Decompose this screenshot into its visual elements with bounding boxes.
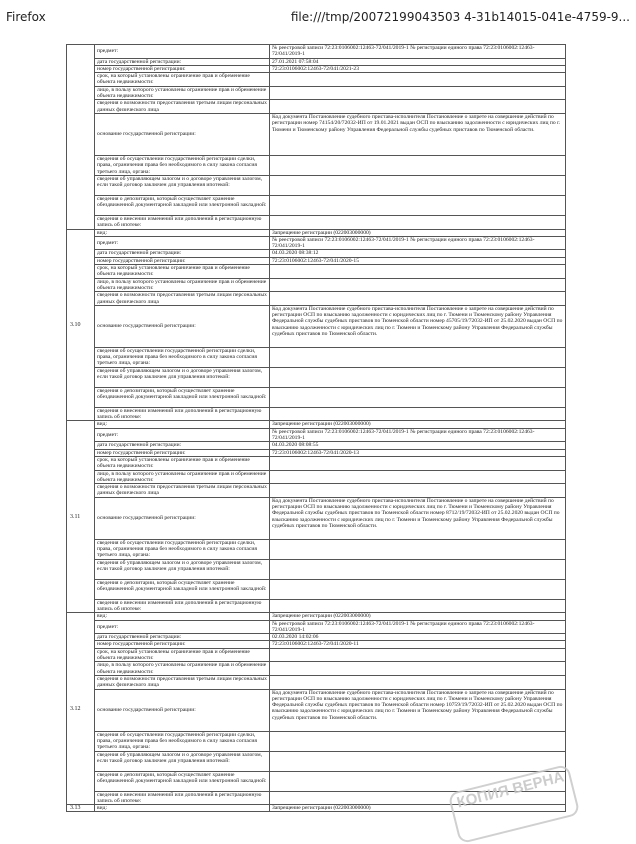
field-value bbox=[270, 347, 566, 367]
record-row bbox=[67, 641, 566, 648]
record-row bbox=[67, 675, 566, 689]
field-label: сведения о возможности предоставления третьим лицам персональных данных физического лица bbox=[95, 100, 270, 114]
field-label: сведения об управляющем залогом и о договоре управления залогом, если такой договор заключен для управления ипотекой: bbox=[95, 751, 270, 771]
field-label: дата государственной регистрации: bbox=[95, 442, 270, 449]
field-label: лицо, в пользу которого установлены ограничение прав и обременение объекта недвижимости: bbox=[95, 470, 270, 484]
record-row bbox=[67, 278, 566, 292]
field-value bbox=[270, 675, 566, 689]
field-label: сведения о депозитарии, который осуществляет хранение обездвиженной документарной закладной или электронной закладной: bbox=[95, 579, 270, 599]
field-value bbox=[270, 155, 566, 175]
record-row bbox=[67, 58, 566, 65]
field-label: сведения об осуществлении государственной регистрации сделки, права, ограничения права без необходимого в силу закона согласия третьего лица, органа: bbox=[95, 539, 270, 559]
field-label: сведения о возможности предоставления третьим лицам персональных данных физического лица bbox=[95, 292, 270, 306]
field-value: 27.01.2021 07:58:04 bbox=[270, 58, 566, 65]
field-label: номер государственной регистрации: bbox=[95, 641, 270, 648]
record-row bbox=[67, 648, 566, 662]
field-label: предмет: bbox=[95, 236, 270, 250]
record-row bbox=[67, 113, 566, 155]
field-value: Запрещение регистрации (022003000000) bbox=[270, 805, 566, 812]
field-value: Код документа Постановление судебного пристава-исполнителя Постановление о запрете на совершение действий по регистрации ОСП по взысканию задолженности с юридических лиц по г. Тюмени и Тюменскому району Управления Федеральной службы судебных приставов по Тюменской области номер 45705/19/72032-ИП от 25.02.2020 выдан ОСП по взысканию задолженности с юридических лиц по г. Тюмени и Тюменскому району Управления Федеральной службы судебных приставов по Тюменской области. bbox=[270, 305, 566, 347]
field-value bbox=[270, 407, 566, 421]
record-row bbox=[67, 347, 566, 367]
record-row bbox=[67, 229, 566, 236]
field-label: лицо, в пользу которого установлены ограничение прав и обременение объекта недвижимости: bbox=[95, 86, 270, 100]
field-label: срок, на который установлены ограничение прав и обременение объекта недвижимости: bbox=[95, 73, 270, 87]
document-page bbox=[66, 44, 566, 812]
field-value bbox=[270, 175, 566, 195]
copy-stamp: КОПИЯ ВЕРНА bbox=[448, 764, 581, 844]
record-number: 3.10 bbox=[67, 229, 95, 421]
field-label: предмет: bbox=[95, 620, 270, 634]
field-value bbox=[270, 559, 566, 579]
field-value: № реестровой записи 72:23:0106002:12463-72/041/2019-1 № регистрации единого права 72:23:0106002:12463-72/041/2019-1 bbox=[270, 45, 566, 59]
record-row bbox=[67, 662, 566, 676]
field-label: вид: bbox=[95, 613, 270, 620]
field-label: предмет: bbox=[95, 428, 270, 442]
field-label: вид: bbox=[95, 229, 270, 236]
record-row bbox=[67, 456, 566, 470]
field-value: 02.03.2020 14:02:06 bbox=[270, 634, 566, 641]
record-row bbox=[67, 250, 566, 257]
record-row bbox=[67, 428, 566, 442]
record-row bbox=[67, 215, 566, 229]
record-row bbox=[67, 236, 566, 250]
field-value: Код документа Постановление судебного пристава-исполнителя Постановление о запрете на совершение действий по регистрации ОСП по взысканию задолженности с юридических лиц по г. Тюмени и Тюменскому району Управления Федеральной службы судебных приставов по Тюменской области номер 10759/19/72032-ИП от 25.02.2020 выдан ОСП по взысканию задолженности с юридических лиц по г. Тюмени и Тюменскому району Управления Федеральной службы судебных приставов по Тюменской области. bbox=[270, 689, 566, 731]
field-label: основание государственной регистрации: bbox=[95, 497, 270, 539]
field-label: основание государственной регистрации: bbox=[95, 305, 270, 347]
field-label: срок, на который установлены ограничение прав и обременение объекта недвижимости: bbox=[95, 648, 270, 662]
field-label: сведения о внесении изменений или дополнений в регистрационную запись об ипотеке: bbox=[95, 407, 270, 421]
record-row bbox=[67, 305, 566, 347]
field-value: Запрещение регистрации (022003000000) bbox=[270, 229, 566, 236]
field-value: 72:23:0106002:12463-72/041/2021-23 bbox=[270, 65, 566, 72]
record-row bbox=[67, 484, 566, 498]
field-value bbox=[270, 662, 566, 676]
field-label: сведения о депозитарии, который осуществляет хранение обездвиженной документарной закладной или электронной закладной: bbox=[95, 387, 270, 407]
record-row bbox=[67, 620, 566, 634]
field-label: сведения о возможности предоставления третьим лицам персональных данных физического лица bbox=[95, 484, 270, 498]
field-label: сведения об управляющем залогом и о договоре управления залогом, если такой договор заключен для управления ипотекой: bbox=[95, 175, 270, 195]
field-value bbox=[270, 215, 566, 229]
field-label: сведения о возможности предоставления третьим лицам персональных данных физического лица bbox=[95, 675, 270, 689]
field-label: сведения об управляющем залогом и о договоре управления залогом, если такой договор заключен для управления ипотекой: bbox=[95, 559, 270, 579]
record-row bbox=[67, 599, 566, 613]
record-row bbox=[67, 73, 566, 87]
field-value: 72:23:0106002:12463-72/041/2020-13 bbox=[270, 449, 566, 456]
field-label: лицо, в пользу которого установлены ограничение прав и обременение объекта недвижимости: bbox=[95, 662, 270, 676]
field-label: лицо, в пользу которого установлены ограничение прав и обременение объекта недвижимости: bbox=[95, 278, 270, 292]
field-label: предмет: bbox=[95, 45, 270, 59]
record-row bbox=[67, 539, 566, 559]
field-value: 72:23:0106002:12463-72/041/2020-15 bbox=[270, 257, 566, 264]
field-label: сведения о депозитарии, который осуществляет хранение обездвиженной документарной закладной или электронной закладной: bbox=[95, 195, 270, 215]
field-value: Запрещение регистрации (022003000000) bbox=[270, 613, 566, 620]
field-value bbox=[270, 195, 566, 215]
field-label: вид: bbox=[95, 805, 270, 812]
field-label: вид: bbox=[95, 421, 270, 428]
field-value bbox=[270, 648, 566, 662]
record-row bbox=[67, 257, 566, 264]
field-value bbox=[270, 278, 566, 292]
field-label: срок, на который установлены ограничение прав и обременение объекта недвижимости: bbox=[95, 265, 270, 279]
record-row bbox=[67, 45, 566, 59]
record-row bbox=[67, 367, 566, 387]
record-row bbox=[67, 65, 566, 72]
record-row bbox=[67, 155, 566, 175]
field-value: Запрещение регистрации (022003000000) bbox=[270, 421, 566, 428]
record-row bbox=[67, 175, 566, 195]
field-label: номер государственной регистрации: bbox=[95, 65, 270, 72]
record-row bbox=[67, 442, 566, 449]
field-value: 04.03.2020 08:38:12 bbox=[270, 250, 566, 257]
field-value: № реестровой записи 72:23:0106002:12463-72/041/2019-1 № регистрации единого права 72:23:0106002:12463-72/041/2019-1 bbox=[270, 236, 566, 250]
field-value bbox=[270, 599, 566, 613]
field-value: Код документа Постановление судебного пристава-исполнителя Постановление о запрете на совершение действий по регистрации номер 74154/20/72032-ИП от 19.01.2021 выдан ОСП по взысканию задолженности с юридических лиц по г. Тюмени и Тюменскому району Управления Федеральной службы судебных приставов по Тюменской области. bbox=[270, 113, 566, 155]
field-value: Код документа Постановление судебного пристава-исполнителя Постановление о запрете на совершение действий по регистрации ОСП по взысканию задолженности с юридических лиц по г. Тюмени и Тюменскому району Управления Федеральной службы судебных приставов по Тюменской области номер 8712/19/72032-ИП от 25.02.2020 выдан ОСП по взысканию задолженности с юридических лиц по г. Тюмени и Тюменскому району Управления Федеральной службы судебных приставов по Тюменской области. bbox=[270, 497, 566, 539]
record-number: 3.12 bbox=[67, 613, 95, 805]
field-label: дата государственной регистрации: bbox=[95, 58, 270, 65]
field-label: сведения об осуществлении государственной регистрации сделки, права, ограничения права без необходимого в силу закона согласия третьего лица, органа: bbox=[95, 155, 270, 175]
field-label: номер государственной регистрации: bbox=[95, 449, 270, 456]
field-value bbox=[270, 456, 566, 470]
field-value: № реестровой записи 72:23:0106002:12463-72/041/2019-1 № регистрации единого права 72:23:0106002:12463-72/041/2019-1 bbox=[270, 620, 566, 634]
record-row bbox=[67, 387, 566, 407]
field-value bbox=[270, 387, 566, 407]
field-value bbox=[270, 265, 566, 279]
app-name: Firefox bbox=[6, 10, 46, 24]
record-row bbox=[67, 634, 566, 641]
field-label: дата государственной регистрации: bbox=[95, 250, 270, 257]
field-value bbox=[270, 470, 566, 484]
field-value bbox=[270, 484, 566, 498]
record-row bbox=[67, 613, 566, 620]
record-row bbox=[67, 470, 566, 484]
field-value bbox=[270, 731, 566, 751]
record-row bbox=[67, 195, 566, 215]
field-label: сведения об осуществлении государственной регистрации сделки, права, ограничения права без необходимого в силу закона согласия третьего лица, органа: bbox=[95, 347, 270, 367]
field-value bbox=[270, 539, 566, 559]
record-number: 3.13 bbox=[67, 805, 95, 812]
field-value bbox=[270, 73, 566, 87]
field-value bbox=[270, 579, 566, 599]
field-label: дата государственной регистрации: bbox=[95, 634, 270, 641]
field-value bbox=[270, 751, 566, 771]
record-row bbox=[67, 449, 566, 456]
field-label: основание государственной регистрации: bbox=[95, 689, 270, 731]
field-value bbox=[270, 86, 566, 100]
field-label: сведения о внесении изменений или дополнений в регистрационную запись об ипотеке: bbox=[95, 215, 270, 229]
record-row bbox=[67, 407, 566, 421]
record-number: 3.11 bbox=[67, 421, 95, 613]
browser-title-bar bbox=[0, 0, 636, 34]
record-row bbox=[67, 265, 566, 279]
field-value: 72:23:0106002:12463-72/041/2020-11 bbox=[270, 641, 566, 648]
record-row bbox=[67, 751, 566, 771]
record-row bbox=[67, 559, 566, 579]
record-row bbox=[67, 579, 566, 599]
record-row bbox=[67, 689, 566, 731]
field-value bbox=[270, 367, 566, 387]
record-number bbox=[67, 45, 95, 230]
field-value bbox=[270, 100, 566, 114]
field-label: срок, на который установлены ограничение прав и обременение объекта недвижимости: bbox=[95, 456, 270, 470]
field-label: сведения об осуществлении государственной регистрации сделки, права, ограничения права без необходимого в силу закона согласия третьего лица, органа: bbox=[95, 731, 270, 751]
field-label: сведения о внесении изменений или дополнений в регистрационную запись об ипотеке: bbox=[95, 791, 270, 805]
record-row bbox=[67, 292, 566, 306]
field-label: сведения об управляющем залогом и о договоре управления залогом, если такой договор заключен для управления ипотекой: bbox=[95, 367, 270, 387]
record-row bbox=[67, 100, 566, 114]
field-label: основание государственной регистрации: bbox=[95, 113, 270, 155]
field-value bbox=[270, 292, 566, 306]
record-row bbox=[67, 497, 566, 539]
field-label: сведения о внесении изменений или дополнений в регистрационную запись об ипотеке: bbox=[95, 599, 270, 613]
url-field[interactable]: file:///tmp/20072199043503 4-31b14015-041e-4759-9... bbox=[290, 10, 630, 24]
field-value: № реестровой записи 72:23:0106002:12463-72/041/2019-1 № регистрации единого права 72:23:0106002:12463-72/041/2019-1 bbox=[270, 428, 566, 442]
field-label: номер государственной регистрации: bbox=[95, 257, 270, 264]
record-row bbox=[67, 86, 566, 100]
encumbrance-table bbox=[66, 44, 566, 812]
record-row bbox=[67, 421, 566, 428]
record-row bbox=[67, 731, 566, 751]
field-label: сведения о депозитарии, который осуществляет хранение обездвиженной документарной закладной или электронной закладной: bbox=[95, 771, 270, 791]
field-value: 04.03.2020 08:08:55 bbox=[270, 442, 566, 449]
